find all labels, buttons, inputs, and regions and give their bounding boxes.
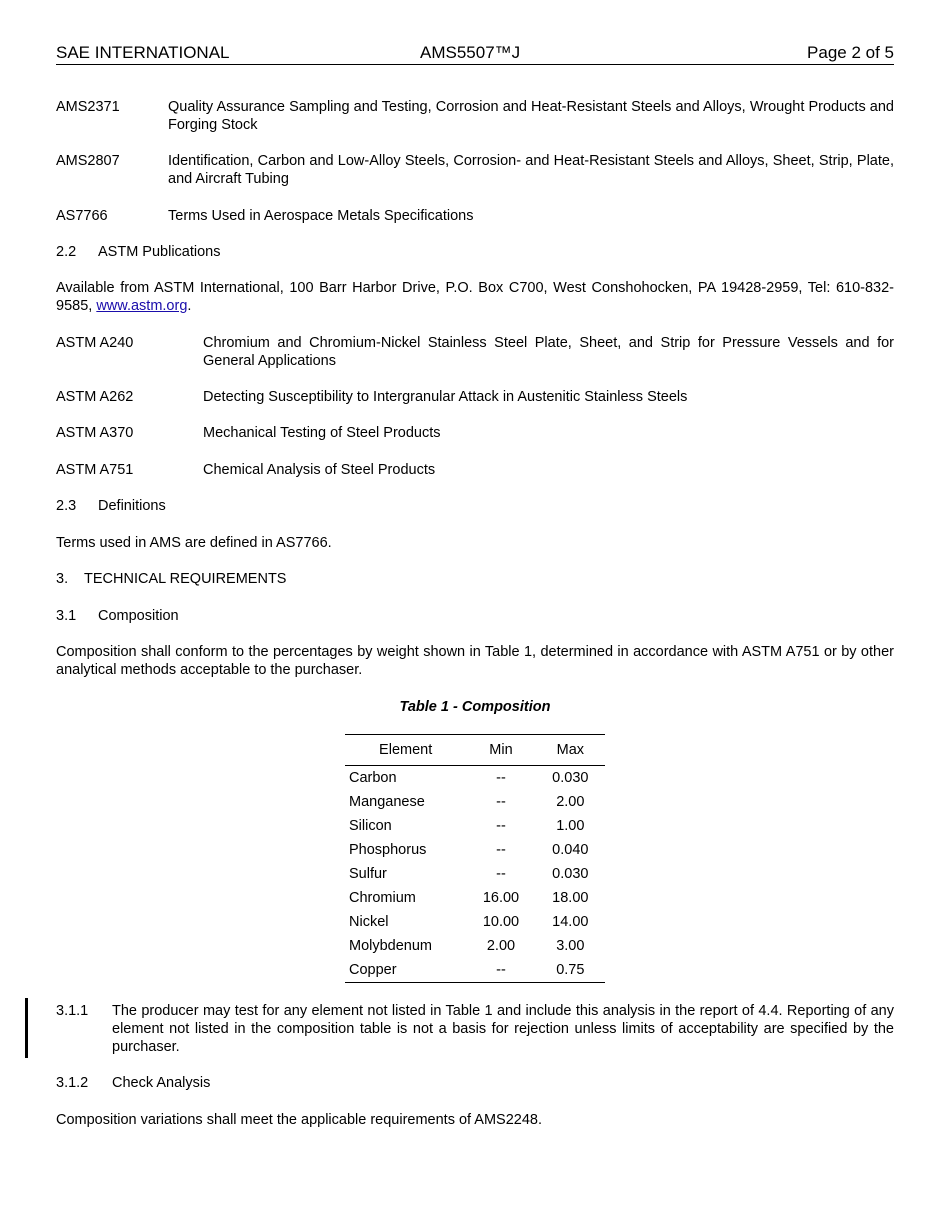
- reference-code: AMS2371: [56, 99, 120, 115]
- section-text: The producer may test for any element not listed in Table 1 and include this analysis in the report of 4.4. Reporting of any element not listed in the composition table is not a basis for rejection unless limits of acceptability are specified by the purchaser.: [112, 1003, 894, 1055]
- element-name: Phosphorus: [349, 842, 427, 858]
- max-value: 0.75: [536, 958, 605, 983]
- element-name: Nickel: [349, 914, 389, 930]
- min-value: --: [496, 818, 506, 834]
- min-value: --: [466, 958, 535, 983]
- element-name: Silicon: [349, 818, 392, 834]
- reference-code: AS7766: [56, 208, 108, 224]
- table-row: [345, 790, 605, 814]
- section-3-1-2-heading: [56, 1074, 210, 1092]
- astm-availability-paragraph: [56, 279, 894, 315]
- min-value: --: [496, 770, 506, 786]
- table-row: [345, 910, 605, 934]
- section-2-3-heading: [56, 497, 166, 515]
- section-title: Definitions: [98, 498, 166, 514]
- revision-change-bar: [25, 998, 28, 1058]
- reference-code: ASTM A370: [56, 425, 134, 441]
- reference-astm-a262: [56, 388, 894, 406]
- element-name: Carbon: [349, 770, 397, 786]
- header-org: SAE INTERNATIONAL: [56, 43, 230, 62]
- element-name: Molybdenum: [349, 938, 433, 954]
- reference-astm-a370: [56, 424, 894, 442]
- reference-as7766: [56, 207, 894, 225]
- max-value: 0.030: [552, 770, 589, 786]
- section-number: 3.1.1: [56, 1003, 89, 1019]
- element-name: Sulfur: [349, 866, 387, 882]
- max-value: 18.00: [552, 890, 589, 906]
- max-value: 14.00: [552, 914, 589, 930]
- astm-availability-text: Available from ASTM International, 100 Barr Harbor Drive, P.O. Box C700, West Conshohocken, PA 19428-2959, Tel: 610-832-9585,: [56, 280, 894, 314]
- section-title: TECHNICAL REQUIREMENTS: [84, 571, 287, 587]
- reference-ams2371: [56, 98, 894, 134]
- composition-table: [345, 734, 605, 983]
- max-value: 0.040: [552, 842, 589, 858]
- column-header-element: Element: [345, 735, 466, 766]
- table-header-row: [345, 735, 605, 766]
- min-value: 16.00: [482, 890, 520, 906]
- section-title: ASTM Publications: [98, 244, 221, 260]
- reference-description: Quality Assurance Sampling and Testing, Corrosion and Heat-Resistant Steels and Alloys, Wrought Products and Forging Stock: [168, 99, 894, 133]
- column-header-min: Min: [466, 735, 535, 766]
- astm-website-link[interactable]: www.astm.org: [96, 298, 188, 314]
- element-name: Chromium: [349, 890, 416, 906]
- header-page-number: Page 2 of 5: [807, 43, 894, 62]
- table-row: [345, 934, 605, 958]
- section-2-2-heading: [56, 243, 221, 261]
- reference-description: Identification, Carbon and Low-Alloy Steels, Corrosion- and Heat-Resistant Steels and Alloys, Sheet, Strip, Plate, and Aircraft Tubing: [168, 153, 894, 187]
- reference-code: ASTM A240: [56, 335, 134, 351]
- reference-astm-a240: [56, 334, 894, 370]
- min-value: --: [496, 842, 506, 858]
- element-name: Copper: [345, 958, 466, 983]
- reference-description: Terms Used in Aerospace Metals Specifications: [168, 208, 474, 224]
- table-row: [345, 958, 605, 983]
- table-row: [345, 838, 605, 862]
- header-doc-id: AMS5507™J: [420, 43, 521, 62]
- check-analysis-paragraph: Composition variations shall meet the applicable requirements of AMS2248.: [56, 1112, 543, 1128]
- section-title: Check Analysis: [112, 1075, 211, 1091]
- reference-description: Chromium and Chromium-Nickel Stainless Steel Plate, Sheet, and Strip for Pressure Vessels and for General Applications: [203, 335, 894, 369]
- astm-availability-end: .: [187, 298, 192, 314]
- min-value: --: [496, 866, 506, 882]
- reference-description: Mechanical Testing of Steel Products: [203, 425, 441, 441]
- section-3-heading: [56, 570, 286, 588]
- max-value: 2.00: [556, 794, 585, 810]
- table-row: [345, 766, 605, 791]
- reference-code: ASTM A751: [56, 462, 134, 478]
- section-number: 2.3: [56, 498, 77, 514]
- element-name: Manganese: [349, 794, 425, 810]
- composition-paragraph: Composition shall conform to the percentages by weight shown in Table 1, determined in accordance with ASTM A751 or by other analytical methods acceptable to the purchaser.: [56, 644, 894, 678]
- reference-description: Detecting Susceptibility to Intergranular Attack in Austenitic Stainless Steels: [203, 389, 688, 405]
- table-row: [345, 886, 605, 910]
- reference-code: ASTM A262: [56, 389, 134, 405]
- min-value: --: [496, 794, 506, 810]
- reference-code: AMS2807: [56, 153, 120, 169]
- reference-astm-a751: [56, 461, 894, 479]
- section-number: 3.1: [56, 608, 77, 624]
- min-value: 2.00: [486, 938, 516, 954]
- section-number: 2.2: [56, 244, 77, 260]
- table-caption: Table 1 - Composition: [399, 699, 551, 715]
- table-row: [345, 814, 605, 838]
- section-3-1-heading: [56, 607, 179, 625]
- reference-description: Chemical Analysis of Steel Products: [203, 462, 436, 478]
- page-header: [56, 44, 894, 65]
- max-value: 1.00: [556, 818, 585, 834]
- section-title: Composition: [98, 608, 179, 624]
- section-3-1-1: [56, 1002, 894, 1056]
- column-header-max: Max: [536, 735, 605, 766]
- max-value: 0.030: [552, 866, 589, 882]
- definitions-paragraph: Terms used in AMS are defined in AS7766.: [56, 535, 332, 551]
- section-number: 3.1.2: [56, 1075, 89, 1091]
- max-value: 3.00: [556, 938, 585, 954]
- min-value: 10.00: [482, 914, 520, 930]
- reference-ams2807: [56, 152, 894, 188]
- table-row: [345, 862, 605, 886]
- section-number: 3.: [56, 571, 69, 587]
